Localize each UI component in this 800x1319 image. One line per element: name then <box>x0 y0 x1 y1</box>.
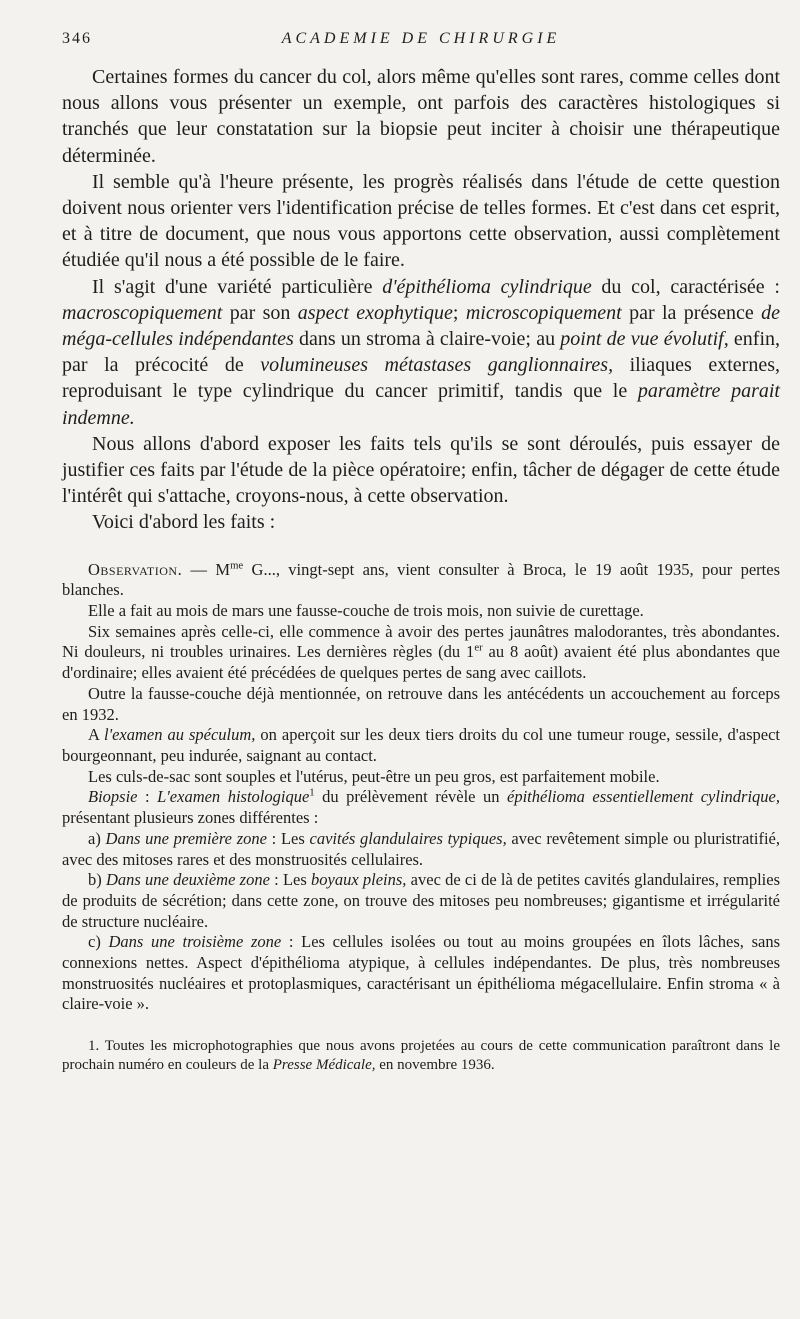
text-run: iliaques externes, reproduisant le type cylindrique du cancer primitif, tandis que le <box>62 354 780 403</box>
observation-paragraph-6: Les culs-de-sac sont souples et l'utérus, peut-être un peu gros, est parfaitement mobile. <box>88 766 660 786</box>
emphasis: point de vue évolutif, <box>560 328 729 351</box>
footnotes <box>62 1037 780 1074</box>
text-run: présentant plusieurs zones différentes : <box>62 808 319 828</box>
emphasis: Biopsie <box>88 787 138 807</box>
observation-paragraph-1 <box>62 560 780 601</box>
emphasis: épithélioma essentiellement cylindrique, <box>507 787 780 807</box>
observation-paragraph-10 <box>62 932 780 1015</box>
text-run: ; <box>452 301 466 324</box>
observation-paragraph-9 <box>62 870 780 932</box>
emphasis: paramètre parait indemne. <box>62 380 780 429</box>
footnote-1 <box>62 1037 780 1074</box>
text-run: : Les <box>269 870 312 890</box>
text-run: Il s'agit d'une variété particulière <box>92 275 383 298</box>
paragraph-4: Nous allons d'abord exposer les faits tels qu'ils se sont déroulés, puis essayer de justifier ces faits par l'étude de la pièce opératoire; enfin, tâcher de dégager de cette étude l'intérêt qui s'attache, croyons-nous, à cette observation. <box>62 432 780 508</box>
emphasis: volumineuses métastases ganglionnaires, <box>260 354 614 377</box>
text-run: 1. Toutes les microphotographies que nous avons projetées au cours de cette communication paraîtront dans le prochain numéro en couleurs de la <box>62 1038 780 1073</box>
emphasis: Dans une deuxième zone <box>105 870 270 890</box>
text-run: en novembre 1936. <box>375 1056 495 1073</box>
main-text <box>62 64 780 536</box>
paragraph-3 <box>62 274 780 431</box>
emphasis: aspect exophytique <box>297 301 453 324</box>
observation-section <box>62 560 780 1015</box>
superscript: er <box>474 641 483 654</box>
observation-paragraph-5 <box>62 725 780 766</box>
journal-title: ACADEMIE DE CHIRURGIE <box>281 30 561 47</box>
text-run: — M <box>182 559 231 579</box>
superscript: me <box>230 559 244 572</box>
emphasis: Presse Médicale, <box>272 1056 376 1073</box>
emphasis: d'épithélioma cylindrique <box>382 275 592 298</box>
emphasis: L'examen histologique <box>157 787 310 807</box>
text-run: du prélèvement révèle un <box>314 787 508 807</box>
paragraph-5: Voici d'abord les faits : <box>92 511 276 534</box>
paragraph-2: Il semble qu'à l'heure présente, les progrès réalisés dans l'étude de cette question doivent nous orienter vers l'identification précise de telles formes. Et c'est dans cet esprit, et à titre de document, que nous vous apportons cette observation, aussi complètement étudiée qu'il nous a été possible de le faire. <box>62 170 780 272</box>
emphasis: de méga-cellules indépendantes <box>62 301 781 351</box>
emphasis: microscopiquement <box>465 301 622 324</box>
emphasis: Dans une troisième zone <box>108 932 282 952</box>
page-number: 346 <box>62 30 92 47</box>
text-run: par son <box>222 301 298 324</box>
observation-label: Observation. <box>88 559 183 579</box>
text-run: par la présence <box>621 301 762 324</box>
paragraph-1: Certaines formes du cancer du col, alors même qu'elles sont rares, comme celles dont nous allons vous présenter un exemple, ont parfois des caractères histologiques si tranchés que leur constatation sur la biopsie peut inciter à choisir une thérapeutique déterminée. <box>62 66 780 167</box>
observation-paragraph-4: Outre la fausse-couche déjà mentionnée, on retrouve dans les antécédents un accouchement au forceps en 1932. <box>62 683 780 724</box>
text-run: c) <box>88 932 109 952</box>
observation-paragraph-7 <box>62 787 780 828</box>
text-run: avec revêtement simple ou pluristratifié, avec des mitoses rares et des monstruosités cellulaires. <box>62 828 780 869</box>
text-run: on aperçoit sur les deux tiers droits du col une tumeur rouge, sessile, d'aspect bourgeonnant, peu indurée, saignant au contact. <box>62 725 780 765</box>
emphasis: boyaux pleins, <box>311 870 407 890</box>
emphasis: cavités glandulaires typiques, <box>309 828 507 848</box>
observation-paragraph-8 <box>62 829 780 870</box>
observation-paragraph-3 <box>62 622 780 684</box>
text-run: b) <box>88 870 106 890</box>
text-run: enfin, par la précocité de <box>62 328 781 377</box>
text-run: G..., vingt-sept ans, vient consulter à Broca, le 19 août 1935, pour pertes blanches. <box>62 559 781 600</box>
emphasis: l'examen au spéculum, <box>104 725 256 745</box>
footnote-marker: 1 <box>309 786 315 799</box>
running-header <box>62 30 780 60</box>
text-run: Six semaines après celle-ci, elle commence à avoir des pertes jaunâtres malodorantes, très abondantes. Ni douleurs, ni troubles urinaires. Les dernières règles (du 1 <box>62 621 780 662</box>
emphasis: Dans une première zone <box>105 828 267 848</box>
text-run: avec de ci de là de petites cavités glandulaires, remplies de produits de sécrétion; dans cette zone, on trouve des mitoses peu nombreuses; gigantisme et irrégularité de structure nucléaire. <box>62 870 780 931</box>
text-run: dans un stroma à claire-voie; au <box>293 328 561 351</box>
text-run: : Les cellules isolées ou tout au moins groupées en îlots lâches, sans connexions nettes. Aspect d'épithélioma atypique, à cellules indépendantes. De plus, très nombreuses monstruosités nucléaires et protoplasmiques, caractérisant un épithélioma mégacellulaire. Enfin stroma « à claire-voie ». <box>62 932 780 1014</box>
emphasis: macroscopiquement <box>62 301 223 324</box>
text-run: du col, caractérisée : <box>591 275 780 298</box>
text-run: : <box>137 787 158 807</box>
observation-paragraph-2: Elle a fait au mois de mars une fausse-couche de trois mois, non suivie de curettage. <box>88 601 644 621</box>
text-run: a) <box>88 828 106 848</box>
text-run: au 8 août) avaient été plus abondantes que d'ordinaire; elles avaient été précédées de quelques pertes de sang avec caillots. <box>62 642 780 683</box>
text-run: A <box>88 725 104 745</box>
text-run: : Les <box>266 828 310 848</box>
